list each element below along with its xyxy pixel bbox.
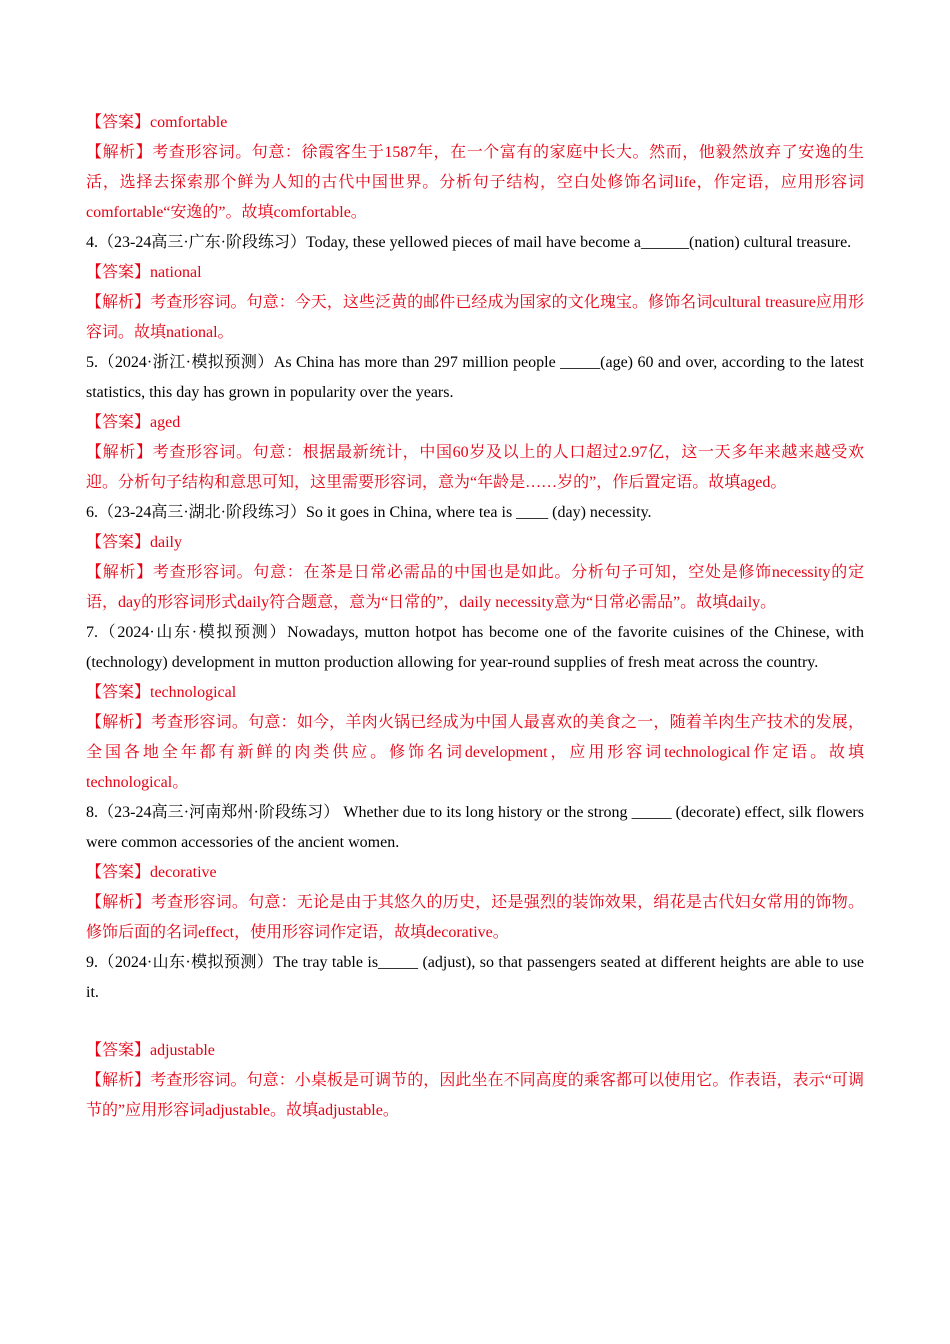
- question-4: 4.（23-24高三·广东·阶段练习）Today, these yellowed pieces of mail have become a______(nation) cultural treasure.: [86, 234, 852, 251]
- question-5: 5.（2024·浙江·模拟预测）As China has more than 297 million people _____(age) 60 and over, according to the latest statistics, this day has grown in popularity over the years.: [86, 354, 864, 401]
- document-page: [86, 108, 864, 1126]
- answer-7: 【答案】technological: [86, 684, 237, 701]
- answer-9: 【答案】adjustable: [86, 1042, 215, 1059]
- answer-3: 【答案】comfortable: [86, 114, 228, 131]
- question-8: 8.（23-24高三·河南郑州·阶段练习） Whether due to its long history or the strong _____ (decorate) effect, silk flowers were common accessories of the ancient women.: [86, 804, 864, 851]
- analysis-7: 【解析】考查形容词。句意：如今，羊肉火锅已经成为中国人最喜欢的美食之一，随着羊肉生产技术的发展，全国各地全年都有新鲜的肉类供应。修饰名词development，应用形容词technological作定语。故填technological。: [86, 714, 864, 791]
- analysis-3: 【解析】考查形容词。句意：徐霞客生于1587年，在一个富有的家庭中长大。然而，他毅然放弃了安逸的生活，选择去探索那个鲜为人知的古代中国世界。分析句子结构，空白处修饰名词life，作定语，应用形容词comfortable“安逸的”。故填comfortable。: [86, 144, 864, 221]
- analysis-9: 【解析】考查形容词。句意：小桌板是可调节的，因此坐在不同高度的乘客都可以使用它。作表语，表示“可调节的”应用形容词adjustable。故填adjustable。: [86, 1072, 864, 1119]
- answer-5: 【答案】aged: [86, 414, 181, 431]
- analysis-5: 【解析】考查形容词。句意：根据最新统计，中国60岁及以上的人口超过2.97亿，这一天多年来越来越受欢迎。分析句子结构和意思可知，这里需要形容词，意为“年龄是……岁的”，作后置定语。故填aged。: [86, 444, 864, 491]
- question-6: 6.（23-24高三·湖北·阶段练习）So it goes in China, where tea is ____ (day) necessity.: [86, 504, 652, 521]
- analysis-8: 【解析】考查形容词。句意：无论是由于其悠久的历史，还是强烈的装饰效果，绢花是古代妇女常用的饰物。修饰后面的名词effect，使用形容词作定语，故填decorative。: [86, 894, 864, 941]
- analysis-4: 【解析】考查形容词。句意：今天，这些泛黄的邮件已经成为国家的文化瑰宝。修饰名词cultural treasure应用形容词。故填national。: [86, 294, 864, 341]
- answer-6: 【答案】daily: [86, 534, 182, 551]
- question-9: 9.（2024·山东·模拟预测）The tray table is_____ (adjust), so that passengers seated at different heights are able to use it.: [86, 954, 864, 1001]
- spacer: [86, 1008, 864, 1036]
- question-7: 7.（2024·山东·模拟预测）Nowadays, mutton hotpot has become one of the favorite cuisines of the Chinese, with (technology) development in mutton production allowing for year-round supplies of fresh meat across the country.: [86, 624, 864, 671]
- answer-4: 【答案】national: [86, 264, 202, 281]
- answer-8: 【答案】decorative: [86, 864, 217, 881]
- analysis-6: 【解析】考查形容词。句意：在茶是日常必需品的中国也是如此。分析句子可知，空处是修饰necessity的定语，day的形容词形式daily符合题意，意为“日常的”，daily necessity意为“日常必需品”。故填daily。: [86, 564, 864, 611]
